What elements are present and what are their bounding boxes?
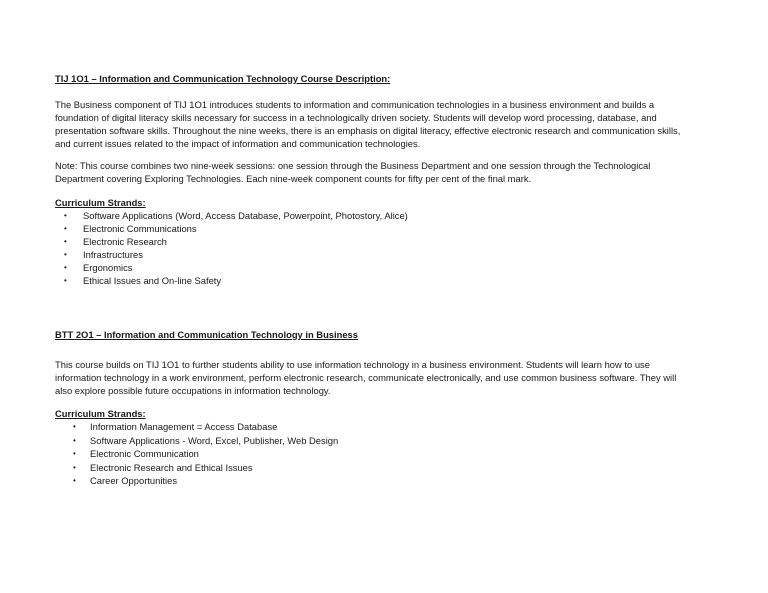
text-line: foundation of digital literacy skills necessary for success in a technologically driven society. Students will develop word processing, database, and bbox=[55, 112, 657, 123]
course-description-paragraph bbox=[55, 358, 725, 397]
list-item-text: Ergonomics bbox=[83, 262, 133, 273]
bullet-icon: • bbox=[64, 276, 67, 285]
text-line: also explore possible future occupations in information technology. bbox=[55, 385, 331, 396]
curriculum-strands-list bbox=[55, 209, 725, 287]
list-item-text: Electronic Research and Ethical Issues bbox=[90, 461, 253, 473]
course-description-paragraph bbox=[55, 98, 725, 150]
list-item bbox=[55, 235, 725, 248]
section-heading: TIJ 1O1 – Information and Communication Technology Course Description: bbox=[55, 73, 391, 84]
text-line: This course builds on TIJ 1O1 to further students ability to use information technology in a business environment. Students will learn how to use bbox=[55, 359, 650, 370]
list-item bbox=[55, 474, 725, 488]
list-item bbox=[55, 261, 725, 274]
section-heading: BTT 2O1 – Information and Communication Technology in Business bbox=[55, 329, 358, 340]
list-item-text: Ethical Issues and On-line Safety bbox=[83, 275, 222, 286]
list-item bbox=[55, 248, 725, 261]
text-line: presentation software skills. Throughout the nine weeks, there is an emphasis on digital literacy, effective electronic research and communication skills, bbox=[55, 125, 681, 136]
note-paragraph bbox=[55, 159, 725, 185]
document-page bbox=[55, 72, 725, 487]
list-item bbox=[55, 461, 725, 475]
bullet-icon: • bbox=[64, 211, 67, 220]
bullet-icon: • bbox=[73, 422, 76, 431]
bullet-icon: • bbox=[64, 250, 67, 259]
list-item bbox=[55, 222, 725, 235]
bullet-icon: • bbox=[73, 462, 76, 472]
list-item bbox=[55, 447, 725, 461]
text-line: Department covering Exploring Technologies. Each nine-week component counts for fifty per cent of the final mark. bbox=[55, 173, 532, 184]
curriculum-strands-list bbox=[55, 420, 725, 488]
section-btt-2o1 bbox=[55, 328, 725, 488]
list-item-text: Software Applications - Word, Excel, Publisher, Web Design bbox=[90, 434, 339, 446]
list-item bbox=[55, 434, 725, 448]
list-item bbox=[55, 209, 725, 222]
bullet-icon: • bbox=[73, 435, 76, 445]
list-item-text: Electronic Research bbox=[83, 236, 167, 247]
list-item-text: Information Management = Access Database bbox=[90, 421, 278, 432]
list-item-text: Electronic Communication bbox=[90, 448, 199, 460]
list-item-text: Career Opportunities bbox=[90, 475, 178, 487]
text-line: The Business component of TIJ 1O1 introduces students to information and communication technologies in a business environment and builds a bbox=[55, 99, 655, 110]
bullet-icon: • bbox=[73, 476, 76, 486]
curriculum-strands-label: Curriculum Strands: bbox=[55, 408, 146, 419]
list-item-text: Infrastructures bbox=[83, 249, 143, 260]
list-item bbox=[55, 420, 725, 434]
text-line: and current issues related to the impact of information and communication technologies. bbox=[55, 138, 421, 149]
section-tij-1o1 bbox=[55, 72, 725, 287]
bullet-icon: • bbox=[64, 263, 67, 272]
list-item-text: Software Applications (Word, Access Database, Powerpoint, Photostory, Alice) bbox=[83, 210, 408, 221]
bullet-icon: • bbox=[64, 237, 67, 246]
curriculum-strands-label: Curriculum Strands: bbox=[55, 197, 146, 208]
bullet-icon: • bbox=[64, 224, 67, 233]
text-line: information technology in a work environment, perform electronic research, communicate electronically, and use common business software. They will bbox=[55, 372, 677, 383]
bullet-icon: • bbox=[73, 449, 76, 459]
list-item bbox=[55, 274, 725, 287]
text-line: Note: This course combines two nine-week sessions: one session through the Business Department and one session through the Technological bbox=[55, 160, 651, 171]
list-item-text: Electronic Communications bbox=[83, 223, 197, 234]
